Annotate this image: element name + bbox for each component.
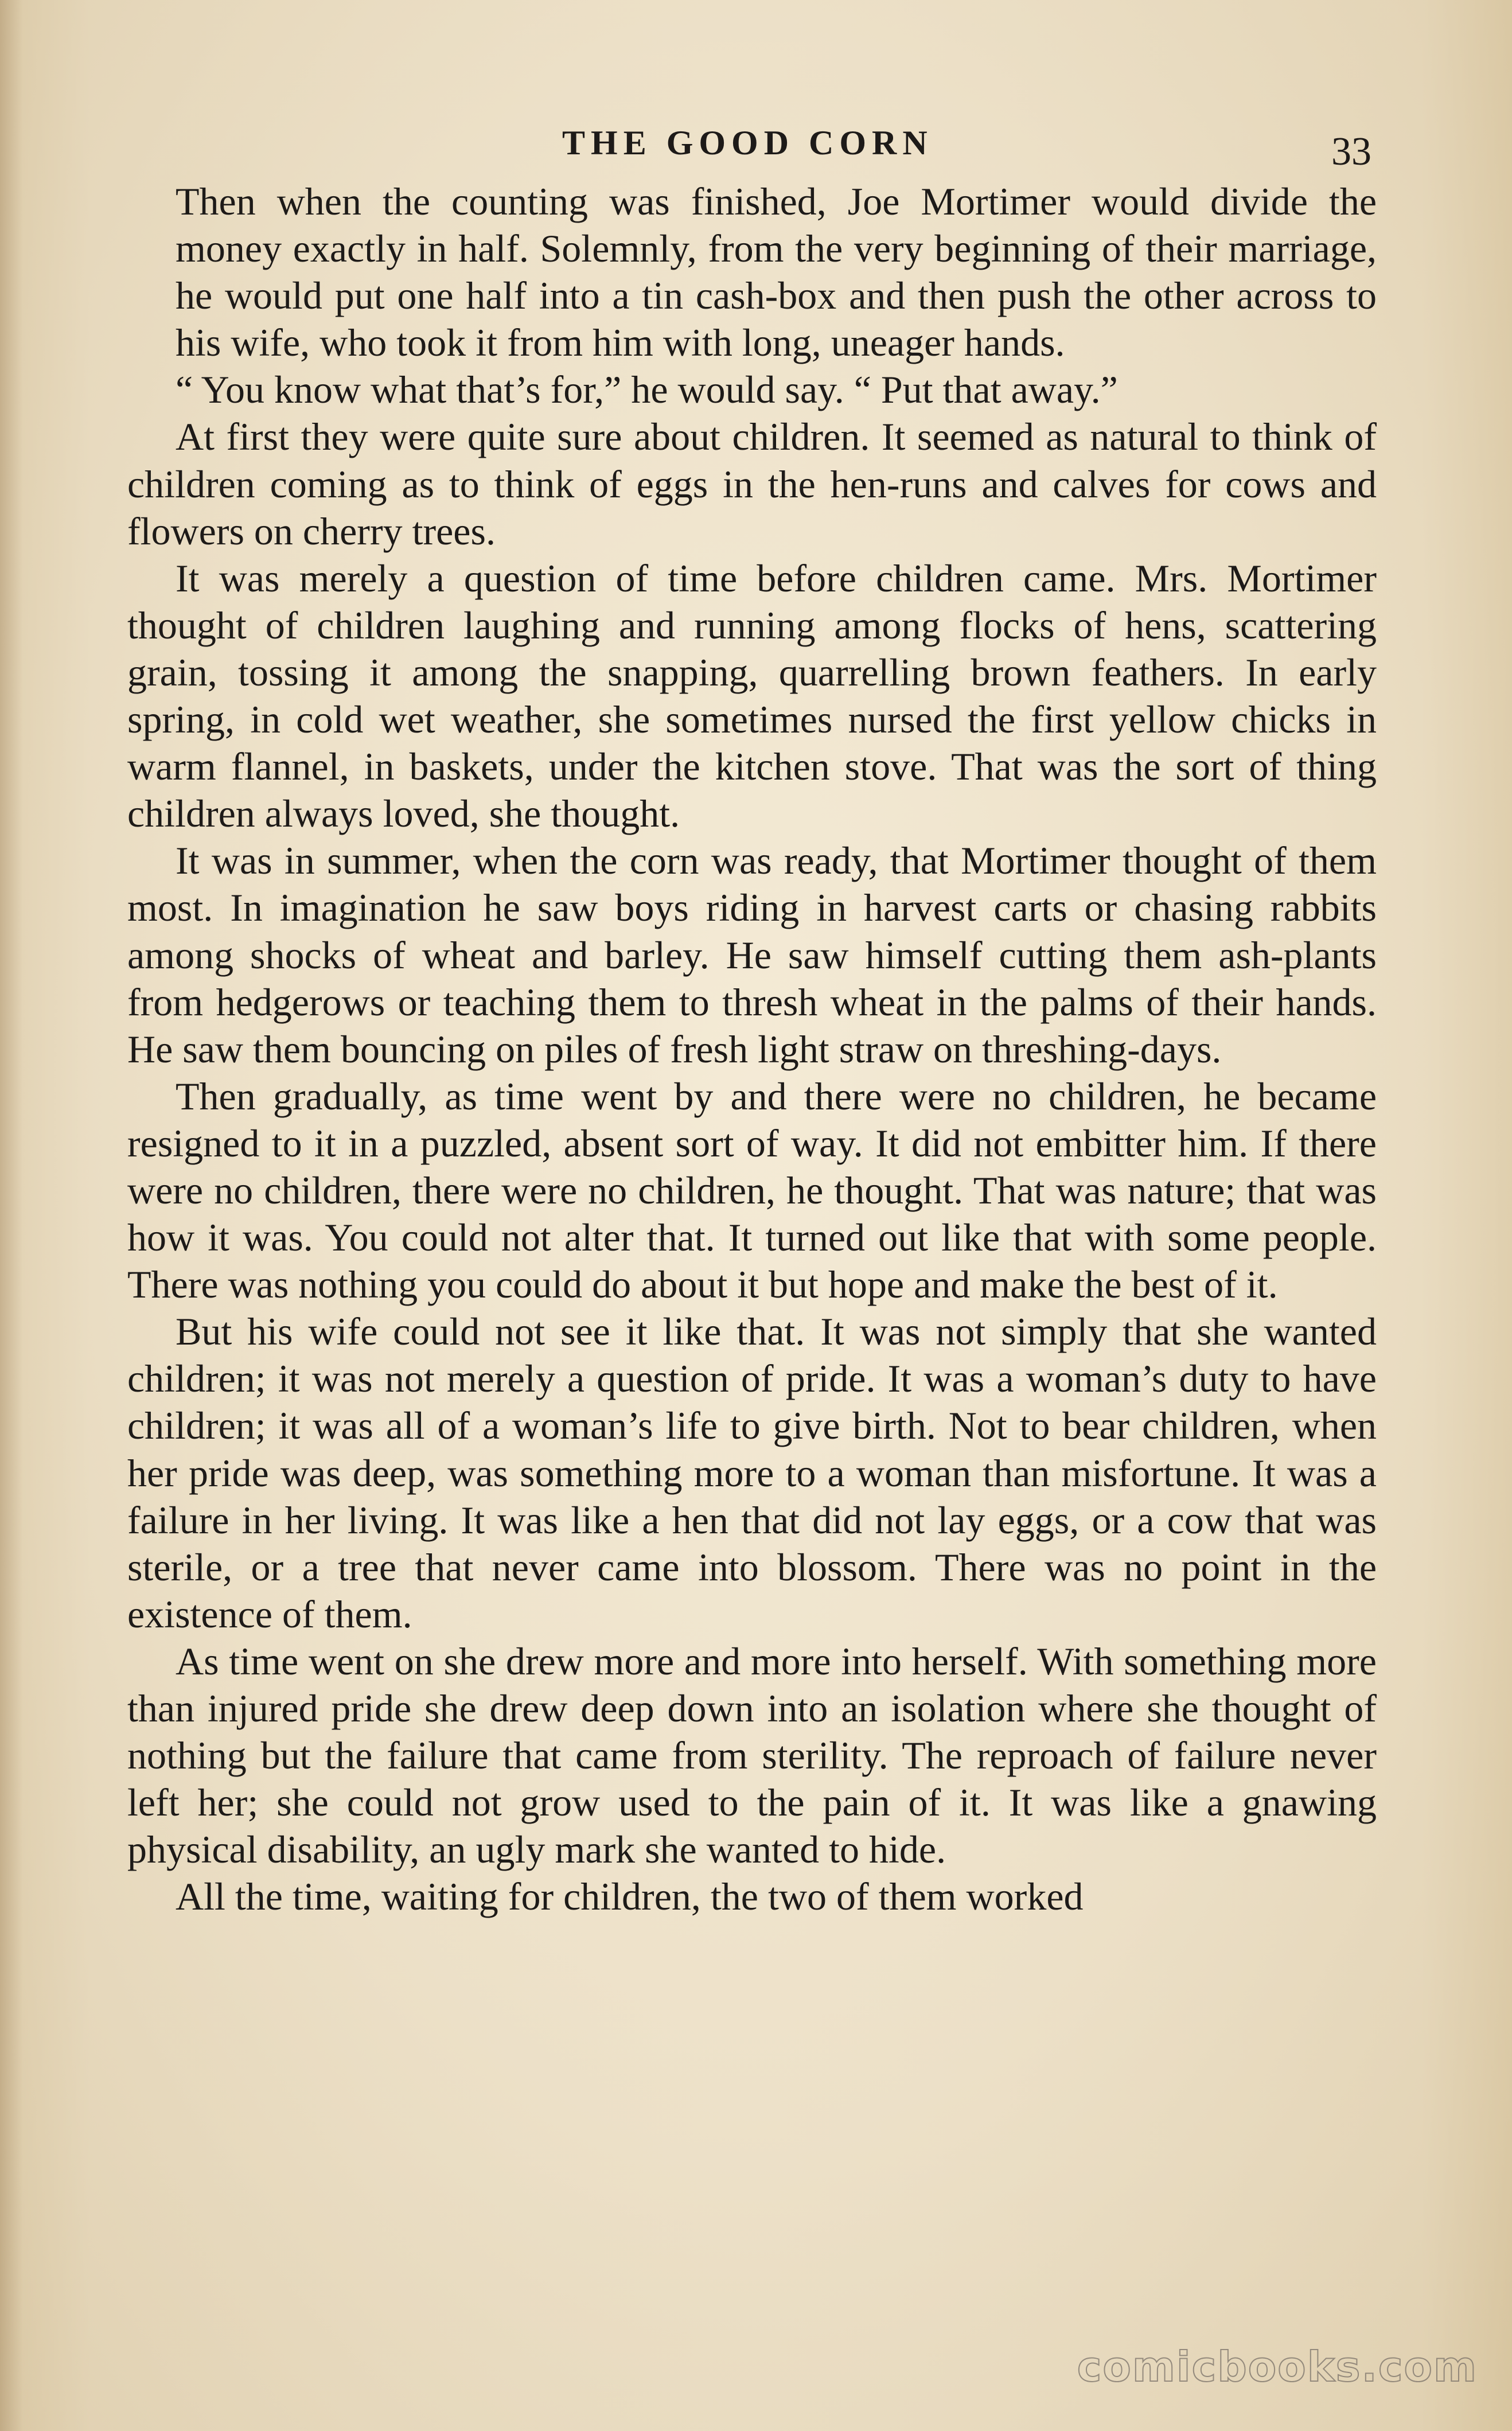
- paragraph: Then when the counting was finished, Joe Mortimer would divide the money exactly in half. Solemnly, from the very beginning of their marriage, he would put one half into a tin cash-box and then push the other across to his wife, who took it from him with long, uneager hands.: [176, 180, 1377, 365]
- paragraph: It was in summer, when the corn was ready, that Mortimer thought of them most. In imagination he saw boys riding in harvest carts or chasing rabbits among shocks of wheat and barley. He saw himself cutting them ash-plants from hedgerows or teaching them to thresh wheat in the palms of their hands. He saw them bouncing on piles of fresh light straw on threshing-days.: [127, 839, 1377, 1071]
- watermark: comicbooks.com: [1077, 2343, 1478, 2391]
- paragraph: Then gradually, as time went by and there were no children, he became resigned to it in a puzzled, absent sort of way. It did not embitter him. If there were no children, there were no children, he thought. That was nature; that was how it was. You could not alter that. It turned out like that with some people. There was nothing you could do about it but hope and make the best of it.: [127, 1074, 1377, 1307]
- paragraph: All the time, waiting for children, the two of them worked: [176, 1875, 1084, 1919]
- paragraph: But his wife could not see it like that. It was not simply that she wanted children; it was not merely a question of pride. It was a woman’s duty to have children; it was all of a woman’s life to give birth. Not to bear children, when her pride was deep, was something more to a woman than misfortune. It was a failure in her living. It was like a hen that did not lay eggs, or a cow that was sterile, or a tree that never came into blossom. There was no point in the existence of them.: [127, 1310, 1377, 1636]
- page-header: [0, 118, 1512, 174]
- page-edge-shadow: [0, 0, 23, 2431]
- running-head: THE GOOD CORN: [562, 124, 933, 162]
- paragraph: “ You know what that’s for,” he would say. “ Put that away.”: [176, 368, 1118, 412]
- body-text: [127, 178, 1377, 1920]
- page-number: 33: [1331, 130, 1371, 174]
- paragraph: At first they were quite sure about children. It seemed as natural to think of children coming as to think of eggs in the hen-runs and calves for cows and flowers on cherry trees.: [127, 415, 1377, 553]
- paragraph: As time went on she drew more and more into herself. With something more than injured pride she drew deep down into an isolation where she thought of nothing but the failure that came from sterility. The reproach of failure never left her; she could not grow used to the pain of it. It was like a gnawing physical disability, an ugly mark she wanted to hide.: [127, 1639, 1377, 1872]
- paragraph: It was merely a question of time before children came. Mrs. Mortimer thought of children laughing and running among flocks of hens, scattering grain, tossing it among the snapping, quarrelling brown feathers. In early spring, in cold wet weather, she sometimes nursed the first yellow chicks in warm flannel, in baskets, under the kitchen stove. That was the sort of thing children always loved, she thought.: [127, 556, 1377, 836]
